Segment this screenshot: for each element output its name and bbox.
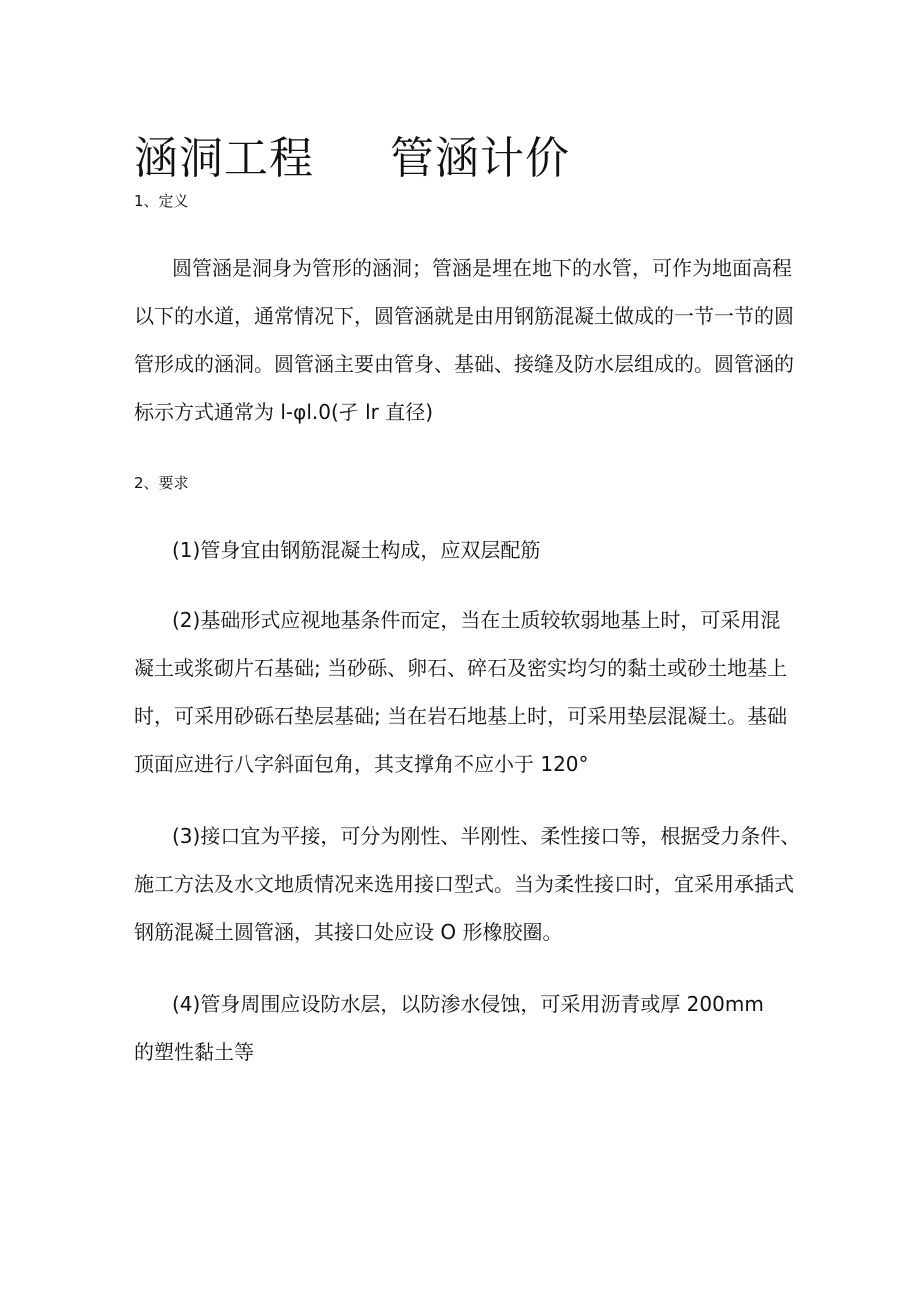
paragraph-line: 管形成的涵洞。圆管涵主要由管身、基础、接缝及防水层组成的。圆管涵的 [134, 352, 794, 376]
paragraph-line: 圆管涵是洞身为管形的涵洞；管涵是埋在地下的水管，可作为地面高程 [172, 256, 792, 280]
paragraph-line: 的塑性黏土等 [134, 1040, 254, 1064]
paragraph-line: (1)管身宜由钢筋混凝土构成，应双层配筋 [172, 538, 541, 562]
paragraph-line: 凝土或浆砌片石基础; 当砂砾、卵石、碎石及密实均匀的黏土或砂土地基上 [134, 656, 788, 680]
section-heading-definition: 1、定义 [134, 192, 189, 210]
paragraph-line: (2)基础形式应视地基条件而定，当在土质较软弱地基上时，可采用混 [172, 608, 781, 632]
paragraph-line: (3)接口宜为平接，可分为刚性、半刚性、柔性接口等，根据受力条件、 [172, 824, 801, 848]
requirement-2 [134, 596, 794, 788]
paragraph-line: (4)管身周围应设防水层，以防渗水侵蚀，可采用沥青或厚 200mm [172, 992, 764, 1016]
requirement-3 [134, 812, 801, 956]
title-part-1: 涵洞工程 [134, 133, 314, 184]
paragraph-line: 标示方式通常为 l-φl.0(孑 lr 直径) [134, 400, 434, 424]
paragraph-line: 钢筋混凝土圆管涵，其接口处应设 O 形橡胶圈。 [134, 920, 563, 944]
requirement-1 [134, 526, 794, 574]
paragraph-line: 施工方法及水文地质情况来选用接口型式。当为柔性接口时，宜采用承插式 [134, 872, 794, 896]
paragraph-line: 时，可采用砂砾石垫层基础; 当在岩石地基上时，可采用垫层混凝土。基础 [134, 704, 788, 728]
section-heading-requirements: 2、要求 [134, 474, 189, 492]
requirement-4 [134, 980, 794, 1076]
definition-paragraph [134, 244, 794, 436]
page-title [134, 122, 570, 186]
title-part-2: 管涵计价 [390, 133, 570, 184]
paragraph-line: 顶面应进行八字斜面包角，其支撑角不应小于 120° [134, 752, 589, 776]
paragraph-line: 以下的水道，通常情况下，圆管涵就是由用钢筋混凝土做成的一节一节的圆 [134, 304, 794, 328]
